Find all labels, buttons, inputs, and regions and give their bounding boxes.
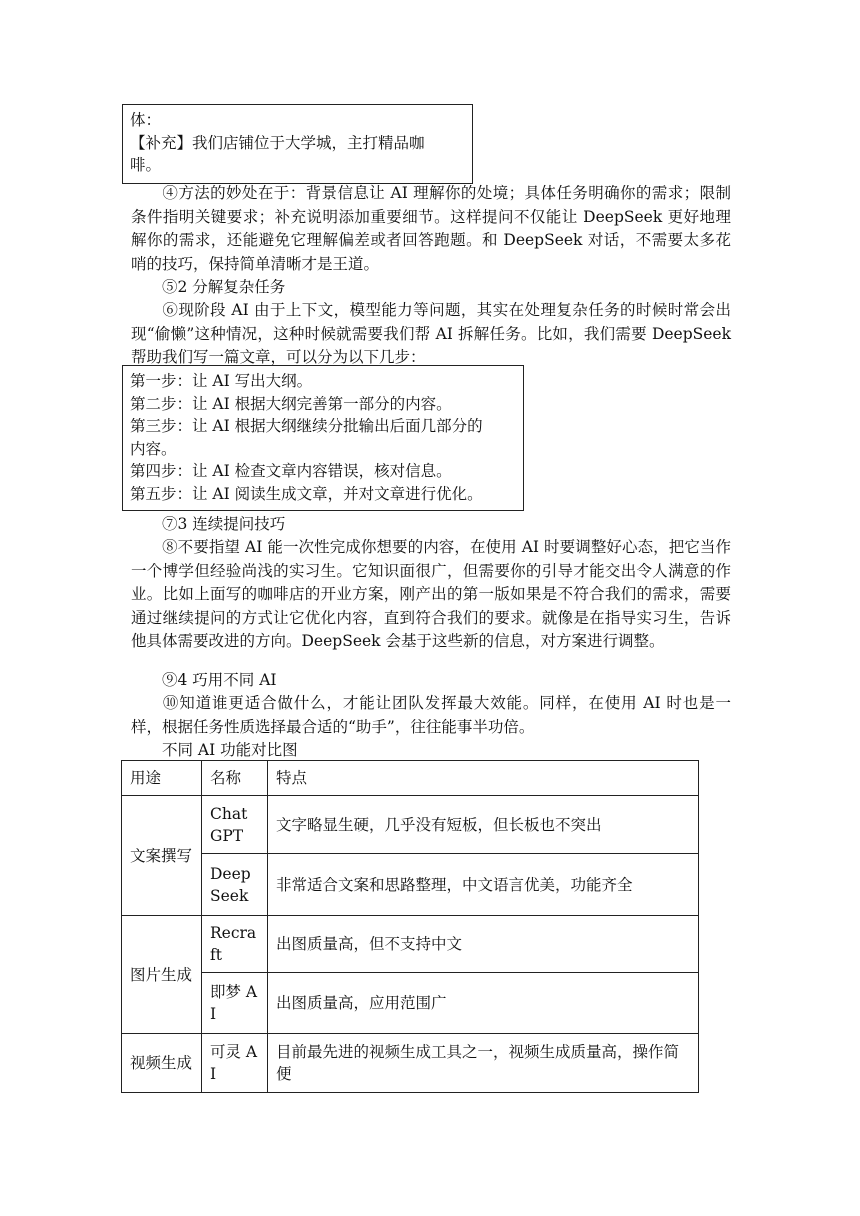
table-header-row: [122, 761, 699, 796]
table-caption: 不同 AI 功能对比图: [162, 741, 298, 759]
header-cell-use: 用途: [122, 761, 202, 796]
paragraph-method: [131, 182, 731, 276]
use-cell: 图片生成: [122, 916, 202, 1034]
paragraph-different-ai: [131, 692, 731, 739]
paragraph-text: ④方法的妙处在于：背景信息让 AI 理解你的处境；具体任务明确你的需求；限制条件指明关键要求；补充说明添加重要细节。这样提问不仅能让 DeepSeek 更好地理解你的需求，还能避免它理解偏差或者回答跑题。和 DeepSeek 对话，不需要太多花哨的技巧，保持简单清晰才是王道。: [131, 184, 731, 273]
table-row: [122, 854, 699, 916]
step-line: 第一步：让 AI 写出大纲。: [130, 372, 313, 390]
name-cell: Recraft: [202, 916, 268, 973]
step-line: 第三步：让 AI 根据大纲继续分批输出后面几部分的: [130, 417, 483, 435]
paragraph-text: ⑥现阶段 AI 由于上下文，模型能力等问题，其实在处理复杂任务的时候时常会出现“偷懒”这种情况，这种时候就需要我们帮 AI 拆解任务。比如，我们需要 DeepSeek 帮助我们写一篇文章，可以分为以下几步：: [131, 301, 731, 366]
use-cell: 视频生成: [122, 1034, 202, 1093]
feature-cell: 出图质量高，但不支持中文: [268, 916, 699, 973]
section-heading-continuous: ⑦3 连续提问技巧: [162, 515, 286, 533]
feature-cell: 非常适合文案和思路整理，中文语言优美，功能齐全: [268, 854, 699, 916]
ai-comparison-table: [121, 760, 699, 1093]
section-heading-decompose: ⑤2 分解复杂任务: [162, 278, 286, 296]
paragraph-text: ⑩知道谁更适合做什么，才能让团队发挥最大效能。同样，在使用 AI 时也是一样，根据任务性质选择最合适的“助手”，往往能事半功倍。: [131, 694, 731, 736]
name-cell: DeepSeek: [202, 854, 268, 916]
paragraph-decompose: [131, 299, 731, 370]
box-line: 啡。: [130, 156, 162, 174]
paragraph-continuous: [131, 536, 731, 654]
name-cell: ChatGPT: [202, 796, 268, 854]
feature-cell: 文字略显生硬，几乎没有短板，但长板也不突出: [268, 796, 699, 854]
section-heading-different-ai: ⑨4 巧用不同 AI: [162, 671, 277, 689]
name-cell: 可灵 AI: [202, 1034, 268, 1093]
step-line: 第二步：让 AI 根据大纲完善第一部分的内容。: [130, 394, 452, 413]
box-line: 体：: [130, 111, 162, 129]
step-line: 内容。: [130, 439, 177, 458]
feature-cell: 目前最先进的视频生成工具之一，视频生成质量高，操作简便: [268, 1034, 699, 1093]
table-row: [122, 916, 699, 973]
name-cell: 即梦 AI: [202, 973, 268, 1034]
table-row: [122, 796, 699, 854]
use-cell: 文案撰写: [122, 796, 202, 916]
step-line: 第五步：让 AI 阅读生成文章，并对文章进行优化。: [130, 484, 483, 503]
feature-cell: 出图质量高，应用范围广: [268, 973, 699, 1034]
supplement-box: [122, 104, 473, 184]
header-cell-feature: 特点: [268, 761, 699, 796]
step-line: 第四步：让 AI 检查文章内容错误，核对信息。: [130, 462, 452, 480]
box-line: 【补充】我们店铺位于大学城，主打精品咖: [130, 133, 425, 152]
paragraph-text: ⑧不要指望 AI 能一次性完成你想要的内容，在使用 AI 时要调整好心态，把它当作一个博学但经验尚浅的实习生。它知识面很广，但需要你的引导才能交出令人满意的作业。比如上面写的咖啡店的开业方案，刚产出的第一版如果是不符合我们的需求，需要通过继续提问的方式让它优化内容，直到符合我们的要求。就像是在指导实习生，告诉他具体需要改进的方向。DeepSeek 会基于这些新的信息，对方案进行调整。: [131, 538, 731, 650]
steps-box: [122, 365, 524, 511]
table-row: [122, 1034, 699, 1093]
table-row: [122, 973, 699, 1034]
header-cell-name: 名称: [202, 761, 268, 796]
